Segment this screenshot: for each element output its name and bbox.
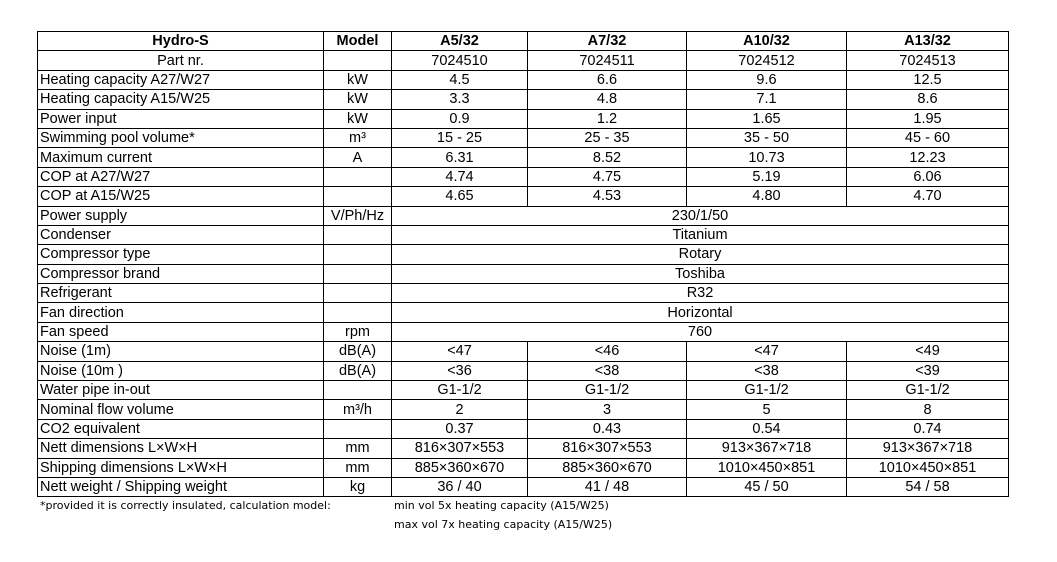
header-a10: A10/32 xyxy=(687,32,847,51)
row-value: 7024510 xyxy=(392,51,528,70)
table-row xyxy=(38,458,1009,477)
spec-table xyxy=(37,31,1009,497)
row-unit xyxy=(324,284,392,303)
table-row xyxy=(38,206,1009,225)
header-product: Hydro-S xyxy=(38,32,324,51)
row-label: Part nr. xyxy=(38,51,324,70)
row-label: Nett weight / Shipping weight xyxy=(38,477,324,496)
row-label: Power supply xyxy=(38,206,324,225)
table-row xyxy=(38,70,1009,89)
row-value: <36 xyxy=(392,361,528,380)
row-value: <46 xyxy=(528,342,687,361)
table-row xyxy=(38,128,1009,147)
row-unit xyxy=(324,51,392,70)
table-header-row xyxy=(38,32,1009,51)
row-label: COP at A27/W27 xyxy=(38,167,324,186)
header-model: Model xyxy=(324,32,392,51)
row-unit: kW xyxy=(324,70,392,89)
table-row xyxy=(38,342,1009,361)
table-row xyxy=(38,90,1009,109)
row-unit: dB(A) xyxy=(324,342,392,361)
header-a7: A7/32 xyxy=(528,32,687,51)
row-value: 9.6 xyxy=(687,70,847,89)
row-value: G1-1/2 xyxy=(687,381,847,400)
row-value: 8.52 xyxy=(528,148,687,167)
row-value: G1-1/2 xyxy=(392,381,528,400)
row-label: Nominal flow volume xyxy=(38,400,324,419)
row-label: CO2 equivalent xyxy=(38,419,324,438)
row-value: 7024511 xyxy=(528,51,687,70)
spec-table-body xyxy=(38,32,1009,497)
row-value-merged: 760 xyxy=(392,322,1009,341)
row-value: 3.3 xyxy=(392,90,528,109)
row-value: 913×367×718 xyxy=(687,439,847,458)
row-value-merged: Toshiba xyxy=(392,264,1009,283)
row-value: 4.80 xyxy=(687,187,847,206)
row-unit xyxy=(324,225,392,244)
row-label: Compressor brand xyxy=(38,264,324,283)
row-value: 913×367×718 xyxy=(847,439,1009,458)
table-row xyxy=(38,322,1009,341)
table-row xyxy=(38,439,1009,458)
row-label: Swimming pool volume* xyxy=(38,128,324,147)
row-label: Power input xyxy=(38,109,324,128)
row-value: 15 - 25 xyxy=(392,128,528,147)
row-value: 6.6 xyxy=(528,70,687,89)
table-row xyxy=(38,51,1009,70)
row-value: 54 / 58 xyxy=(847,477,1009,496)
row-value: 816×307×553 xyxy=(392,439,528,458)
row-unit: mm xyxy=(324,458,392,477)
row-value: 45 / 50 xyxy=(687,477,847,496)
row-value: 1.2 xyxy=(528,109,687,128)
row-unit xyxy=(324,264,392,283)
row-unit: rpm xyxy=(324,322,392,341)
row-unit xyxy=(324,245,392,264)
row-label: Fan speed xyxy=(38,322,324,341)
table-row xyxy=(38,245,1009,264)
row-value: 41 / 48 xyxy=(528,477,687,496)
row-value: 7024513 xyxy=(847,51,1009,70)
row-label: Compressor type xyxy=(38,245,324,264)
row-value: 25 - 35 xyxy=(528,128,687,147)
table-row xyxy=(38,109,1009,128)
row-value-merged: Titanium xyxy=(392,225,1009,244)
row-label: Fan direction xyxy=(38,303,324,322)
row-value: 10.73 xyxy=(687,148,847,167)
footnote-min-vol: min vol 5x heating capacity (A15/W25) xyxy=(394,499,609,512)
row-value: 8 xyxy=(847,400,1009,419)
row-unit xyxy=(324,381,392,400)
row-label: Noise (1m) xyxy=(38,342,324,361)
row-unit: kW xyxy=(324,90,392,109)
row-value: 12.5 xyxy=(847,70,1009,89)
table-row xyxy=(38,167,1009,186)
row-value: 885×360×670 xyxy=(528,458,687,477)
row-value: 885×360×670 xyxy=(392,458,528,477)
row-value: 4.74 xyxy=(392,167,528,186)
row-value: 816×307×553 xyxy=(528,439,687,458)
row-value: <47 xyxy=(392,342,528,361)
row-value: 6.06 xyxy=(847,167,1009,186)
row-value: 1.65 xyxy=(687,109,847,128)
row-value: 45 - 60 xyxy=(847,128,1009,147)
row-value: 0.74 xyxy=(847,419,1009,438)
row-value-merged: R32 xyxy=(392,284,1009,303)
row-label: Maximum current xyxy=(38,148,324,167)
row-value: 4.75 xyxy=(528,167,687,186)
row-label: COP at A15/W25 xyxy=(38,187,324,206)
row-value: 1.95 xyxy=(847,109,1009,128)
table-row xyxy=(38,264,1009,283)
row-value: 7.1 xyxy=(687,90,847,109)
header-a13: A13/32 xyxy=(847,32,1009,51)
row-value: 4.5 xyxy=(392,70,528,89)
row-unit: kg xyxy=(324,477,392,496)
row-value: 35 - 50 xyxy=(687,128,847,147)
row-label: Water pipe in-out xyxy=(38,381,324,400)
row-value: 0.37 xyxy=(392,419,528,438)
row-unit: mm xyxy=(324,439,392,458)
row-unit: kW xyxy=(324,109,392,128)
row-unit: dB(A) xyxy=(324,361,392,380)
table-row xyxy=(38,361,1009,380)
table-row xyxy=(38,148,1009,167)
row-label: Refrigerant xyxy=(38,284,324,303)
row-label: Nett dimensions L×W×H xyxy=(38,439,324,458)
row-value: 4.70 xyxy=(847,187,1009,206)
row-value: 4.8 xyxy=(528,90,687,109)
table-row xyxy=(38,477,1009,496)
row-label: Heating capacity A15/W25 xyxy=(38,90,324,109)
row-value: 12.23 xyxy=(847,148,1009,167)
row-value: <38 xyxy=(528,361,687,380)
table-row xyxy=(38,284,1009,303)
row-value-merged: Horizontal xyxy=(392,303,1009,322)
row-value: 36 / 40 xyxy=(392,477,528,496)
row-value: 0.43 xyxy=(528,419,687,438)
row-value: <47 xyxy=(687,342,847,361)
row-unit xyxy=(324,419,392,438)
row-unit: V/Ph/Hz xyxy=(324,206,392,225)
row-unit: m³ xyxy=(324,128,392,147)
row-value: 2 xyxy=(392,400,528,419)
table-row xyxy=(38,225,1009,244)
row-value: 5 xyxy=(687,400,847,419)
row-value: 1010×450×851 xyxy=(687,458,847,477)
row-unit xyxy=(324,167,392,186)
row-value: <38 xyxy=(687,361,847,380)
row-value: 6.31 xyxy=(392,148,528,167)
row-value: 0.54 xyxy=(687,419,847,438)
footnote-max-vol: max vol 7x heating capacity (A15/W25) xyxy=(394,518,613,531)
row-value-merged: 230/1/50 xyxy=(392,206,1009,225)
header-a5: A5/32 xyxy=(392,32,528,51)
row-value: <49 xyxy=(847,342,1009,361)
row-value: 8.6 xyxy=(847,90,1009,109)
row-unit: A xyxy=(324,148,392,167)
row-value: 4.65 xyxy=(392,187,528,206)
table-row xyxy=(38,381,1009,400)
row-value: G1-1/2 xyxy=(528,381,687,400)
table-row xyxy=(38,419,1009,438)
row-label: Heating capacity A27/W27 xyxy=(38,70,324,89)
table-row xyxy=(38,303,1009,322)
row-value: 1010×450×851 xyxy=(847,458,1009,477)
row-value: 7024512 xyxy=(687,51,847,70)
row-value: <39 xyxy=(847,361,1009,380)
row-value: G1-1/2 xyxy=(847,381,1009,400)
row-unit: m³/h xyxy=(324,400,392,419)
row-value: 3 xyxy=(528,400,687,419)
row-value-merged: Rotary xyxy=(392,245,1009,264)
table-row xyxy=(38,400,1009,419)
row-value: 0.9 xyxy=(392,109,528,128)
row-unit xyxy=(324,187,392,206)
footnote-text: *provided it is correctly insulated, calculation model: xyxy=(40,499,331,512)
row-value: 4.53 xyxy=(528,187,687,206)
row-value: 5.19 xyxy=(687,167,847,186)
row-label: Noise (10m ) xyxy=(38,361,324,380)
row-label: Condenser xyxy=(38,225,324,244)
table-row xyxy=(38,187,1009,206)
row-unit xyxy=(324,303,392,322)
row-label: Shipping dimensions L×W×H xyxy=(38,458,324,477)
